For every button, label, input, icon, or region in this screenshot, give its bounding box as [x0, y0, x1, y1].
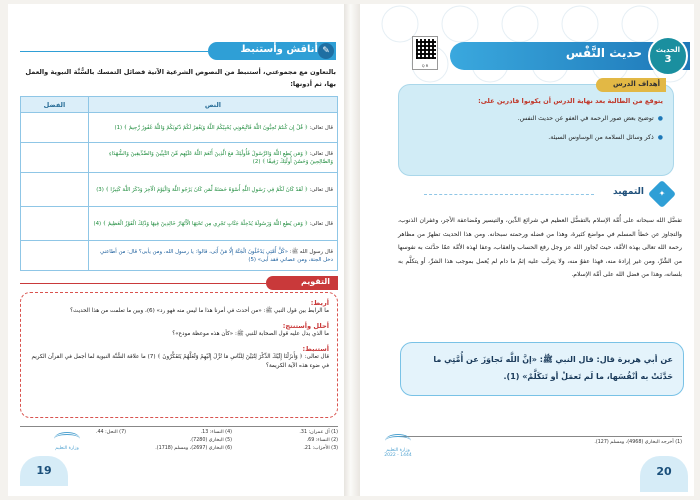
- evaluation-heading: أستنبط:: [302, 345, 329, 353]
- evaluation-divider: [20, 283, 266, 284]
- evaluation-title: التقويم: [300, 277, 330, 286]
- discuss-section-header: [208, 42, 336, 60]
- virtues-table: [20, 96, 338, 271]
- pencil-icon: ✎: [318, 43, 334, 59]
- page-20: [360, 4, 694, 496]
- footnote: (3) الأحزاب: 21.: [303, 446, 338, 451]
- text-cell: [88, 241, 337, 271]
- evaluation-item: [29, 345, 329, 371]
- goal-item: ● ذكر وسائل السلامة من الوساوس السيئة.: [409, 134, 663, 141]
- virtue-cell[interactable]: [21, 173, 89, 207]
- page-number: 19: [20, 456, 68, 486]
- goals-title: أهداف الدرس: [612, 80, 660, 88]
- footnote: (4) النساء: 13.: [200, 430, 232, 435]
- virtue-cell[interactable]: [21, 207, 89, 241]
- footnote: (6) البخاري (2697)، ومسلم (1718).: [155, 446, 232, 451]
- text-cell: [88, 173, 337, 207]
- ministry-logo: [368, 434, 428, 474]
- table-row: [21, 241, 338, 271]
- logo-mark-icon: [54, 432, 80, 446]
- page-number: 20: [640, 456, 688, 492]
- verse-text: ﴿ وَمَن يُطِعِ اللَّهَ وَالرَّسُولَ فَأُولَٰئِكَ مَعَ الَّذِينَ أَنْعَمَ اللَّهُ عَلَيْهِم مِّنَ النَّبِيِّينَ وَالصِّدِّيقِينَ وَالشُّهَدَاءِ وَالصَّالِحِينَ وَحَسُنَ أُولَٰئِكَ رَفِيقًا ﴾ (2): [108, 150, 333, 165]
- col-header-text: النص: [88, 97, 337, 113]
- logo-year: 2022 - 1444: [384, 453, 412, 458]
- virtue-cell[interactable]: [21, 241, 89, 271]
- text-prefix: قال تعالى:: [309, 124, 333, 131]
- evaluation-title-bar: [266, 276, 338, 290]
- virtue-cell[interactable]: [21, 113, 89, 143]
- verse-text: ﴿ قُلْ إِن كُنتُمْ تُحِبُّونَ اللَّهَ فَاتَّبِعُونِي يُحْبِبْكُمُ اللَّهُ وَيَغْفِرْ لَكُمْ ذُنُوبَكُمْ وَاللَّهُ غَفُورٌ رَّحِيمٌ ﴾ (1): [114, 124, 308, 131]
- qr-caption: Q R: [421, 64, 429, 68]
- footnote: (2) النساء: 69.: [306, 438, 338, 443]
- goals-list: [409, 115, 663, 141]
- section-divider: [20, 51, 208, 52]
- book-gutter: [344, 4, 360, 496]
- intro-header: [424, 184, 682, 204]
- intro-title: التمهيد: [613, 187, 644, 197]
- diamond-icon: ✦: [648, 180, 676, 208]
- evaluation-question: ما الرابط بين قول النبي ﷺ: «من أحدث في أمرنا هذا ما ليس منه فهو رد» (6)، وبين ما تعلمت من هذا الحديث؟: [70, 308, 329, 314]
- verse-text: ﴿ لَقَدْ كَانَ لَكُمْ فِي رَسُولِ اللَّهِ أُسْوَةٌ حَسَنَةٌ لِّمَن كَانَ يَرْجُو اللَّهَ وَالْيَوْمَ الْآخِرَ وَذَكَرَ اللَّهَ كَثِيرًا ﴾ (3): [96, 186, 308, 193]
- text-cell: [88, 143, 337, 173]
- table-row: [21, 173, 338, 207]
- qr-code[interactable]: [412, 36, 438, 70]
- text-prefix: قال تعالى:: [309, 186, 333, 193]
- intro-divider: [424, 194, 594, 195]
- activity-instructions: بالتعاون مع مجموعتي، أستنبط من النصوص الشرعية الآتية فضائل التمسك بالسُّنَّة النبوية والعمل بها، ثم أدونها:: [25, 68, 336, 88]
- table-row: [21, 143, 338, 173]
- evaluation-header: [20, 276, 338, 290]
- discuss-section-title: أناقش وأستنبط: [240, 44, 318, 55]
- logo-text: وزارة التعليم: [55, 446, 79, 451]
- verse-text: ﴿ وَمَن يُطِعِ اللَّهَ وَرَسُولَهُ يُدْخِلْهُ جَنَّاتٍ تَجْرِي مِن تَحْتِهَا الْأَنْهَارُ خَالِدِينَ فِيهَا وَذَٰلِكَ الْفَوْزُ الْعَظِيمُ ﴾ (4): [93, 220, 308, 227]
- lesson-badge-number: 3: [664, 54, 672, 65]
- text-prefix: قال رسول الله ﷺ:: [289, 248, 333, 255]
- hadith-text: «كُلُّ أُمَّتِي يَدْخُلُونَ الْجَنَّةَ إِلَّا مَنْ أَبَى، قالوا: يا رسول الله، ومن يأبى؟ قال: من أطاعني دخل الجنة، ومن عصاني فقد أبى» (5): [99, 248, 333, 263]
- footnote: (7) النحل: 44.: [95, 430, 126, 435]
- evaluation-question: ما الذي يدل عليه قول الصحابة للنبي ﷺ: «كأن هذه موعظة مودع»؟: [172, 331, 329, 337]
- logo-text: وزارة التعليم: [386, 448, 410, 453]
- text-cell: [88, 113, 337, 143]
- goals-header: [596, 78, 666, 92]
- hadith-text: عن أبي هريرة قال: قال النبي ﷺ: «إنَّ اللَّه تَجاوَزَ عن أُمَّتِي ما حَدَّثَتْ به أنْفُسَها، ما لَم تَعمَلْ أو تَتكَلَّمْ» (1).: [433, 355, 673, 381]
- goals-lead: يتوقع من الطالبة بعد نهاية الدرس أن يكونوا قادرين على:: [478, 97, 663, 105]
- goal-item: ● توضيح بعض صور الرحمة في العفو عن حديث النفس.: [409, 115, 663, 122]
- text-cell: [88, 207, 337, 241]
- lesson-badge-label: الحديث: [655, 46, 681, 54]
- evaluation-box: [20, 292, 338, 418]
- virtue-cell[interactable]: [21, 143, 89, 173]
- ministry-logo: [38, 432, 96, 456]
- text-prefix: قال تعالى:: [309, 220, 333, 227]
- table-row: [21, 113, 338, 143]
- footnote: (5) البخاري (7280).: [189, 438, 232, 443]
- footnote: (1) أخرجه البخاري (4968)، ومسلم (127).: [398, 436, 682, 445]
- hadith-box: [400, 342, 684, 396]
- page-19: [8, 4, 344, 496]
- evaluation-question: قال تعالى: ﴿ وَأَنزَلْنَا إِلَيْكَ الذِّكْرَ لِتُبَيِّنَ لِلنَّاسِ مَا نُزِّلَ إِلَيْهِمْ وَلَعَلَّهُمْ يَتَفَكَّرُونَ ﴾ (7) ما علاقة السُّنَّة النبوية لما أجمل في القرآن الكريم في ضوء هذه الآية الكريمة؟: [31, 354, 329, 369]
- text-prefix: قال تعالى:: [309, 150, 333, 157]
- lesson-title: حديث النَّفْس: [565, 46, 642, 60]
- logo-mark-icon: [385, 434, 411, 448]
- evaluation-heading: أربط:: [310, 299, 329, 307]
- qr-code-icon: [416, 39, 436, 59]
- evaluation-item: [29, 322, 329, 339]
- intro-paragraph: تفضَّل الله سبحانه على أُمَّة الإسلام بالتفضُّل العظيم في شرائع الدِّين، والتيسير ومُضاعفة الأجر، وغفران الذنوب، والتجاوز عن خطأ المسلم في مواضع كثيرة، وهذا من فضله ورحمته سبحانه. ومن هذا الحديث تظهرُ من مظاهر رحمة الله تعالى بهذه الأمَّة، حيث تُجاوز الله عز وجل رفع الحساب والعقاب، وعفا لهذه الأمَّة عمّا حدَّثت به نفوسها من الشَّرِّ، ومن غير إرادة منه، فهذا عفوٌ منه، ولا يترتَّب عليه إثمٌ ما دام لم يُعمل بموجب هذا الشرِّ، أو يتكلَّم به بلسانه، وهذا من فضل الله على أمَّة الإسلام.: [398, 217, 682, 278]
- evaluation-item: [29, 299, 329, 316]
- table-row: [21, 207, 338, 241]
- evaluation-heading: أحلل وأستنتج:: [282, 322, 329, 330]
- lesson-number-badge: [648, 36, 688, 76]
- goals-box: [398, 84, 674, 176]
- col-header-virtue: الفضل: [21, 97, 89, 113]
- footnote: (1) آل عمران: 31.: [299, 430, 338, 435]
